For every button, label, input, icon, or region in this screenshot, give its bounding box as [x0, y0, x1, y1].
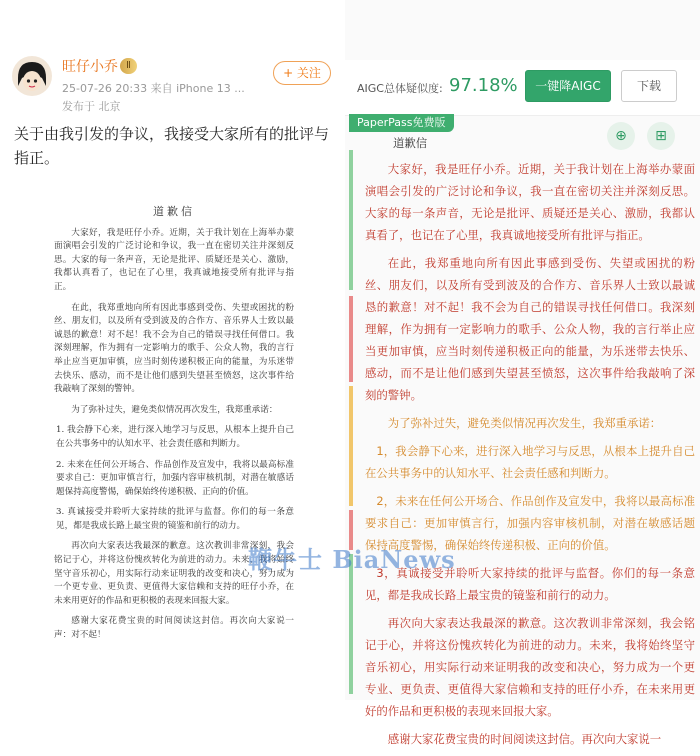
letter-paragraph: 3. 真诚接受并聆听大家持续的批评与监督。你们的每一条意见，都是我成长路上最宝贵的镜鉴和前行的动力。	[56, 507, 294, 531]
left-footer	[0, 668, 345, 700]
post-meta: 25-07-26 20:33 来自 iPhone 13 ...	[62, 82, 245, 95]
detected-document	[365, 132, 695, 756]
letter-paragraph: 为了弥补过失，避免类似情况再次发生，我郑重承诺：	[71, 404, 278, 415]
flagged-paragraph: 3，真诚接受并聆听大家持续的批评与监督。你们的每一条意见，都是我成长路上最宝贵的镜鉴和前行的动力。	[365, 566, 695, 602]
document-heading: 道歉信	[393, 136, 428, 150]
letter-paragraph: 在此，我郑重地向所有因此事感到受伤、失望或困扰的粉丝、朋友们，以及所有受到波及的合作方、音乐界人士致以最诚恳的歉意！对不起！我不会为自己的错误寻找任何借口。我深刻理解，作为拥有一定影响力的歌手、公众人物，我的言行举止应当更加审慎，应当时刻传递积极正向的能量，为乐迷带去快乐、感动，而不是让他们感到失望甚至愤怒，这次事件给我敲响了深刻的警钟。	[54, 302, 294, 395]
aigc-score-label: AIGC总体疑似度:	[357, 82, 443, 95]
flagged-paragraph: 2，未来在任何公开场合、作品创作及宣发中，我将以最高标准要求自己：更加审慎言行，加强内容审核机制，对潜在敏感话题保持高度警惕，确保始终传递积极、正向的价值。	[365, 494, 695, 552]
letter-paragraph: 2. 未来在任何公开场合、作品创作及宣发中，我将以最高标准要求自己：更加审慎言行，加强内容审核机制，对潜在敏感话题保持高度警惕，确保始终传递积极、正向的价值。	[56, 459, 294, 497]
weibo-post-panel	[0, 0, 345, 700]
detector-toolbar	[345, 60, 700, 116]
letter-paragraph: 感谢大家花费宝贵的时间阅读这封信。再次向大家说一声：对不起！	[54, 616, 294, 641]
flagged-paragraph: 再次向大家表达我最深的歉意。这次教训非常深刻，我会铭记于心，并将这份愧疚转化为前进的动力。未来，我将始终坚守音乐初心，用实际行动来证明我的改变和决心，努力成为一个更专业、更负责、更值得大家信赖和支持的旺仔小乔，在未来用更好的作品和更积极的表现来回报大家。	[365, 616, 695, 718]
flag-stripe	[349, 296, 353, 382]
bianews-watermark: 鞭牛士 BiaNews	[248, 545, 456, 574]
flagged-paragraph: 1，我会静下心来，进行深入地学习与反思，从根本上提升自己在公共事务中的认知水平、社会责任感和判断力。	[365, 444, 695, 480]
flag-stripe	[349, 510, 353, 550]
zoom-in-icon[interactable]: ⊕	[607, 122, 635, 150]
flag-stripe	[349, 554, 353, 694]
letter-paragraph: 再次向大家表达我最深的歉意。这次教训非常深刻，我会铭记于心，并将这份愧疚转化为前进的动力。未来，我将始终坚守音乐初心，用实际行动来证明我的改变和决心，努力成为一个更专业、更负责、更值得大家信赖和支持的旺仔小乔，在未来用更好的作品和更积极的表现来回报大家。	[54, 541, 294, 606]
post-text: 关于由我引发的争议，我接受大家所有的批评与指正。	[14, 125, 330, 167]
avatar[interactable]	[12, 56, 52, 96]
flagged-paragraph: 大家好，我是旺仔小乔。近期，关于我计划在上海举办蒙面演唱会引发的广泛讨论和争议，我一直在密切关注并深刻反思。大家的每一条声音，无论是批评、质疑还是关心、激励，我都认真看了，也记在了心里，我真诚地接受所有批评与指正。	[365, 162, 695, 242]
letter-paragraph: 1. 我会静下心来，进行深入地学习与反思，从根本上提升自己在公共事务中的认知水平、社会责任感和判断力。	[56, 425, 294, 449]
username[interactable]: 旺仔小乔	[62, 59, 118, 75]
reduce-aigc-button[interactable]: 一键降AIGC	[525, 70, 611, 102]
download-button[interactable]: 下载	[621, 70, 677, 102]
aigc-score-value: 97.18%	[449, 75, 518, 96]
flagged-paragraph: 在此，我郑重地向所有因此事感到受伤、失望或困扰的粉丝、朋友们，以及所有受到波及的合作方、音乐界人士致以最诚恳的歉意！对不起！我不会为自己的错误寻找任何借口。我深刻理解，作为拥有一定影响力的歌手、公众人物，我的言行举止应当更加审慎，应当时刻传递积极正向的能量，为乐迷带去快乐、感动，而不是让他们感到失望甚至愤怒，这次事件给我敲响了深刻的警钟。	[365, 256, 695, 402]
post-location: 发布于 北京	[62, 100, 121, 113]
flag-stripe	[349, 386, 353, 506]
paperpass-tab[interactable]: PaperPass免费版	[349, 114, 454, 132]
layout-icon[interactable]: ⊞	[647, 122, 675, 150]
apology-letter-image[interactable]	[54, 205, 294, 667]
vip-badge: Ⅱ	[120, 58, 137, 74]
follow-button[interactable]: + 关注	[273, 61, 331, 85]
letter-title: 道歉信	[153, 205, 195, 218]
letter-paragraph: 大家好，我是旺仔小乔。近期，关于我计划在上海举办蒙面演唱会引发的广泛讨论和争议，我一直在密切关注并深刻反思。大家的每一条声音，无论是批评、质疑还是关心、激励，我都认真看了，也记在了心里，我真诚地接受所有批评与指正。	[54, 227, 294, 292]
flag-stripe	[349, 150, 353, 290]
flagged-paragraph: 感谢大家花费宝贵的时间阅读这封信。再次向大家说一	[387, 732, 662, 746]
flagged-paragraph: 为了弥补过失，避免类似情况再次发生，我郑重承诺：	[387, 416, 662, 430]
aigc-detector-panel	[345, 0, 700, 746]
